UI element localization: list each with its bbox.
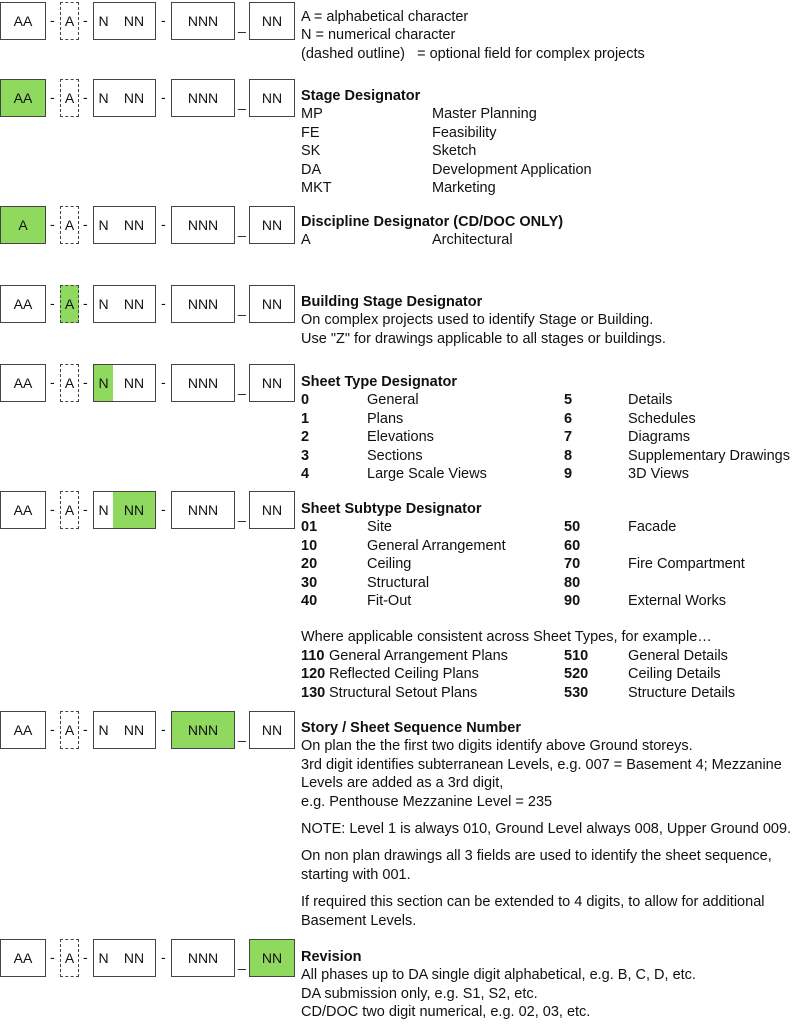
code-diagram (0, 204, 300, 248)
sheet-type-grid (301, 391, 800, 483)
box-n-nn (93, 206, 156, 244)
box-revision: NN (249, 491, 295, 529)
grid-code: 20 (301, 556, 318, 573)
stage-code: DA (301, 161, 322, 178)
grid-row (301, 574, 800, 592)
revision-line: All phases up to DA single digit alphabetical, e.g. B, C, D, etc. (301, 967, 696, 984)
story-line: Levels are added as a 3rd digit, (301, 775, 504, 792)
box-n: N (98, 502, 109, 518)
separator: - (161, 295, 166, 311)
box-revision: NN (249, 79, 295, 117)
subtype-heading: Sheet Subtype Designator (301, 501, 482, 517)
box-aa: AA (0, 939, 46, 977)
grid-code: 130 (301, 684, 326, 701)
code-diagram (0, 77, 300, 121)
grid-label: Details (628, 392, 673, 409)
grid-label: Sections (367, 447, 423, 464)
building-heading: Building Stage Designator (301, 294, 483, 310)
stage-code: SK (301, 143, 321, 160)
separator: - (161, 89, 166, 105)
story-text (301, 719, 800, 930)
grid-label: General (367, 392, 419, 409)
grid-label: External Works (628, 592, 727, 609)
discipline-heading: Discipline Designator (CD/DOC ONLY) (301, 214, 564, 230)
box-n: N (98, 722, 109, 738)
story-line: Basement Levels. (301, 912, 417, 929)
grid-row (301, 391, 800, 409)
separator: _ (238, 300, 246, 316)
box-revision: NN (249, 939, 295, 977)
grid-code: 530 (564, 684, 589, 701)
separator: - (83, 12, 88, 28)
separator: - (161, 501, 166, 517)
grid-label: General Arrangement Plans (329, 647, 508, 664)
building-line: Use "Z" for drawings applicable to all stages or buildings. (301, 330, 666, 347)
grid-code: 8 (564, 447, 573, 464)
grid-row (301, 665, 800, 683)
box-nnn: NNN (171, 711, 235, 749)
story-note: NOTE: Level 1 is always 010, Ground Level always 008, Upper Ground 009. (301, 821, 792, 838)
box-optional: A (60, 285, 79, 323)
box-n: N (98, 13, 109, 29)
building-line: On complex projects used to identify Stage or Building. (301, 312, 654, 329)
grid-code: 01 (301, 519, 318, 536)
story-line: e.g. Penthouse Mezzanine Level = 235 (301, 793, 553, 810)
grid-code: 0 (301, 392, 310, 409)
story-heading: Story / Sheet Sequence Number (301, 720, 521, 736)
box-nnn: NNN (171, 2, 235, 40)
discipline-label: Architectural (432, 232, 513, 249)
grid-code: 6 (564, 410, 573, 427)
separator: - (161, 216, 166, 232)
box-nn: NN (123, 296, 145, 312)
separator: _ (238, 17, 246, 33)
grid-code: 2 (301, 429, 310, 446)
grid-label: Ceiling (367, 556, 412, 573)
separator: - (83, 949, 88, 965)
subtype-grid (301, 518, 800, 610)
separator: - (161, 949, 166, 965)
grid-row (301, 684, 800, 702)
legend-line: A = alphabetical character (301, 9, 469, 25)
grid-code: 10 (301, 537, 318, 554)
grid-row (301, 447, 800, 465)
separator: _ (238, 726, 246, 742)
grid-code: 60 (564, 537, 581, 554)
sheet-type-heading: Sheet Type Designator (301, 374, 458, 390)
revision-text (301, 948, 800, 1022)
box-n-nn (93, 364, 156, 402)
stage-heading: Stage Designator (301, 88, 421, 104)
code-diagram (0, 709, 300, 753)
story-line: If required this section can be extended to 4 digits, to allow for additional (301, 894, 765, 911)
grid-row (301, 647, 800, 665)
grid-row (301, 410, 800, 428)
box-nn: NN (123, 375, 145, 391)
grid-label: Diagrams (628, 429, 691, 446)
box-revision: NN (249, 206, 295, 244)
grid-code: 40 (301, 592, 318, 609)
grid-row (301, 518, 800, 536)
code-diagram (0, 937, 300, 981)
grid-label: Facade (628, 519, 677, 536)
separator: _ (238, 379, 246, 395)
box-aa: AA (0, 2, 46, 40)
grid-code: 120 (301, 666, 326, 683)
stage-label: Feasibility (432, 124, 497, 141)
box-nnn: NNN (171, 285, 235, 323)
separator: - (50, 501, 55, 517)
box-nn: NN (113, 492, 155, 528)
stage-code: MKT (301, 179, 332, 196)
separator: - (50, 12, 55, 28)
grid-label: Large Scale Views (367, 465, 487, 482)
grid-label: Reflected Ceiling Plans (329, 666, 479, 683)
box-aa: AA (0, 285, 46, 323)
grid-row (301, 555, 800, 573)
legend-line: N = numerical character (301, 27, 456, 44)
separator: - (83, 721, 88, 737)
box-nnn: NNN (171, 206, 235, 244)
discipline-code: A (301, 232, 311, 249)
box-nn: NN (123, 722, 145, 738)
grid-code: 50 (564, 519, 581, 536)
grid-code: 80 (564, 574, 581, 591)
separator: - (161, 721, 166, 737)
story-line: 3rd digit identifies subterranean Levels, e.g. 007 = Basement 4; Mezzanine (301, 756, 782, 773)
box-n-nn (93, 285, 156, 323)
grid-label: Elevations (367, 429, 434, 446)
stage-label: Development Application (432, 161, 592, 178)
stage-label: Sketch (432, 143, 477, 160)
subtype-text (301, 500, 800, 702)
story-line: On plan the the first two digits identify above Ground storeys. (301, 738, 693, 755)
grid-code: 110 (301, 647, 325, 664)
stage-code: FE (301, 124, 320, 141)
code-diagram (0, 0, 300, 44)
separator: - (50, 89, 55, 105)
separator: _ (238, 221, 246, 237)
box-n-nn (93, 939, 156, 977)
separator: - (50, 949, 55, 965)
story-line: On non plan drawings all 3 fields are used to identify the sheet sequence, (301, 848, 772, 865)
grid-label: Structural (367, 574, 430, 591)
grid-label: 3D Views (628, 465, 689, 482)
box-nnn: NNN (171, 364, 235, 402)
box-aa: AA (0, 364, 46, 402)
box-optional: A (60, 364, 79, 402)
code-diagram (0, 362, 300, 406)
grid-label: Supplementary Drawings (628, 447, 790, 464)
stage-code: MP (301, 106, 323, 123)
box-n-nn (93, 2, 156, 40)
separator: - (50, 295, 55, 311)
grid-label: Fire Compartment (628, 556, 745, 573)
grid-label: Schedules (628, 410, 696, 427)
separator: - (161, 12, 166, 28)
discipline-text (301, 213, 800, 250)
box-nn: NN (123, 950, 145, 966)
code-diagram (0, 283, 300, 327)
box-optional: A (60, 491, 79, 529)
stage-text (301, 87, 800, 197)
box-aa: AA (0, 711, 46, 749)
separator: - (50, 721, 55, 737)
box-n: N (98, 296, 109, 312)
grid-row (301, 428, 800, 446)
grid-label: Structure Details (628, 684, 736, 701)
grid-row (301, 592, 800, 610)
separator: - (83, 216, 88, 232)
stage-label: Marketing (432, 179, 496, 196)
stage-label: Master Planning (432, 106, 537, 123)
box-n: N (98, 90, 109, 106)
box-n: N (98, 950, 109, 966)
box-n-nn (93, 711, 156, 749)
grid-code: 9 (564, 465, 573, 482)
grid-label: Site (367, 519, 392, 536)
sheet-type-text (301, 373, 800, 483)
grid-code: 90 (564, 592, 581, 609)
box-revision: NN (249, 285, 295, 323)
subtype-example-intro: Where applicable consistent across Sheet Types, for example… (301, 629, 712, 646)
box-optional: A (60, 939, 79, 977)
box-revision: NN (249, 364, 295, 402)
box-nn: NN (123, 90, 145, 106)
box-aa: AA (0, 491, 46, 529)
box-optional: A (60, 2, 79, 40)
box-n-nn (93, 79, 156, 117)
grid-code: 4 (301, 465, 310, 482)
box-nn: NN (123, 217, 145, 233)
box-revision: NN (249, 711, 295, 749)
separator: - (83, 374, 88, 390)
grid-label: Structural Setout Plans (329, 684, 478, 701)
grid-code: 7 (564, 429, 573, 446)
separator: - (83, 89, 88, 105)
revision-line: CD/DOC two digit numerical, e.g. 02, 03, etc. (301, 1004, 591, 1021)
grid-code: 30 (301, 574, 318, 591)
box-nnn: NNN (171, 79, 235, 117)
grid-code: 3 (301, 447, 310, 464)
box-n: N (94, 365, 113, 401)
grid-label: Plans (367, 410, 404, 427)
revision-line: DA submission only, e.g. S1, S2, etc. (301, 985, 538, 1002)
revision-heading: Revision (301, 949, 362, 965)
grid-row (301, 465, 800, 483)
code-diagram (0, 489, 300, 533)
separator: - (50, 216, 55, 232)
grid-code: 510 (564, 647, 589, 664)
legend-text (301, 8, 800, 63)
subtype-example-grid (301, 647, 800, 702)
box-optional: A (60, 206, 79, 244)
grid-label: General Details (628, 647, 728, 664)
box-optional: A (60, 79, 79, 117)
grid-code: 520 (564, 666, 589, 683)
grid-label: Fit-Out (367, 592, 412, 609)
separator: - (50, 374, 55, 390)
box-n-nn (93, 491, 156, 529)
box-revision: NN (249, 2, 295, 40)
box-n: N (98, 217, 109, 233)
grid-row (301, 537, 800, 555)
separator: - (83, 295, 88, 311)
box-aa: AA (0, 79, 46, 117)
box-nn: NN (123, 13, 145, 29)
separator: _ (238, 94, 246, 110)
box-nnn: NNN (171, 939, 235, 977)
separator: _ (238, 506, 246, 522)
story-line: starting with 001. (301, 866, 411, 883)
separator: - (83, 501, 88, 517)
box-optional: A (60, 711, 79, 749)
separator: _ (238, 954, 246, 970)
box-aa: A (0, 206, 46, 244)
grid-label: Ceiling Details (628, 666, 721, 683)
grid-code: 1 (301, 410, 310, 427)
grid-label: General Arrangement (367, 537, 506, 554)
grid-code: 5 (564, 392, 573, 409)
grid-code: 70 (564, 556, 581, 573)
separator: - (161, 374, 166, 390)
box-nnn: NNN (171, 491, 235, 529)
legend-line: (dashed outline) = optional field for complex projects (301, 45, 645, 62)
building-text (301, 293, 800, 348)
